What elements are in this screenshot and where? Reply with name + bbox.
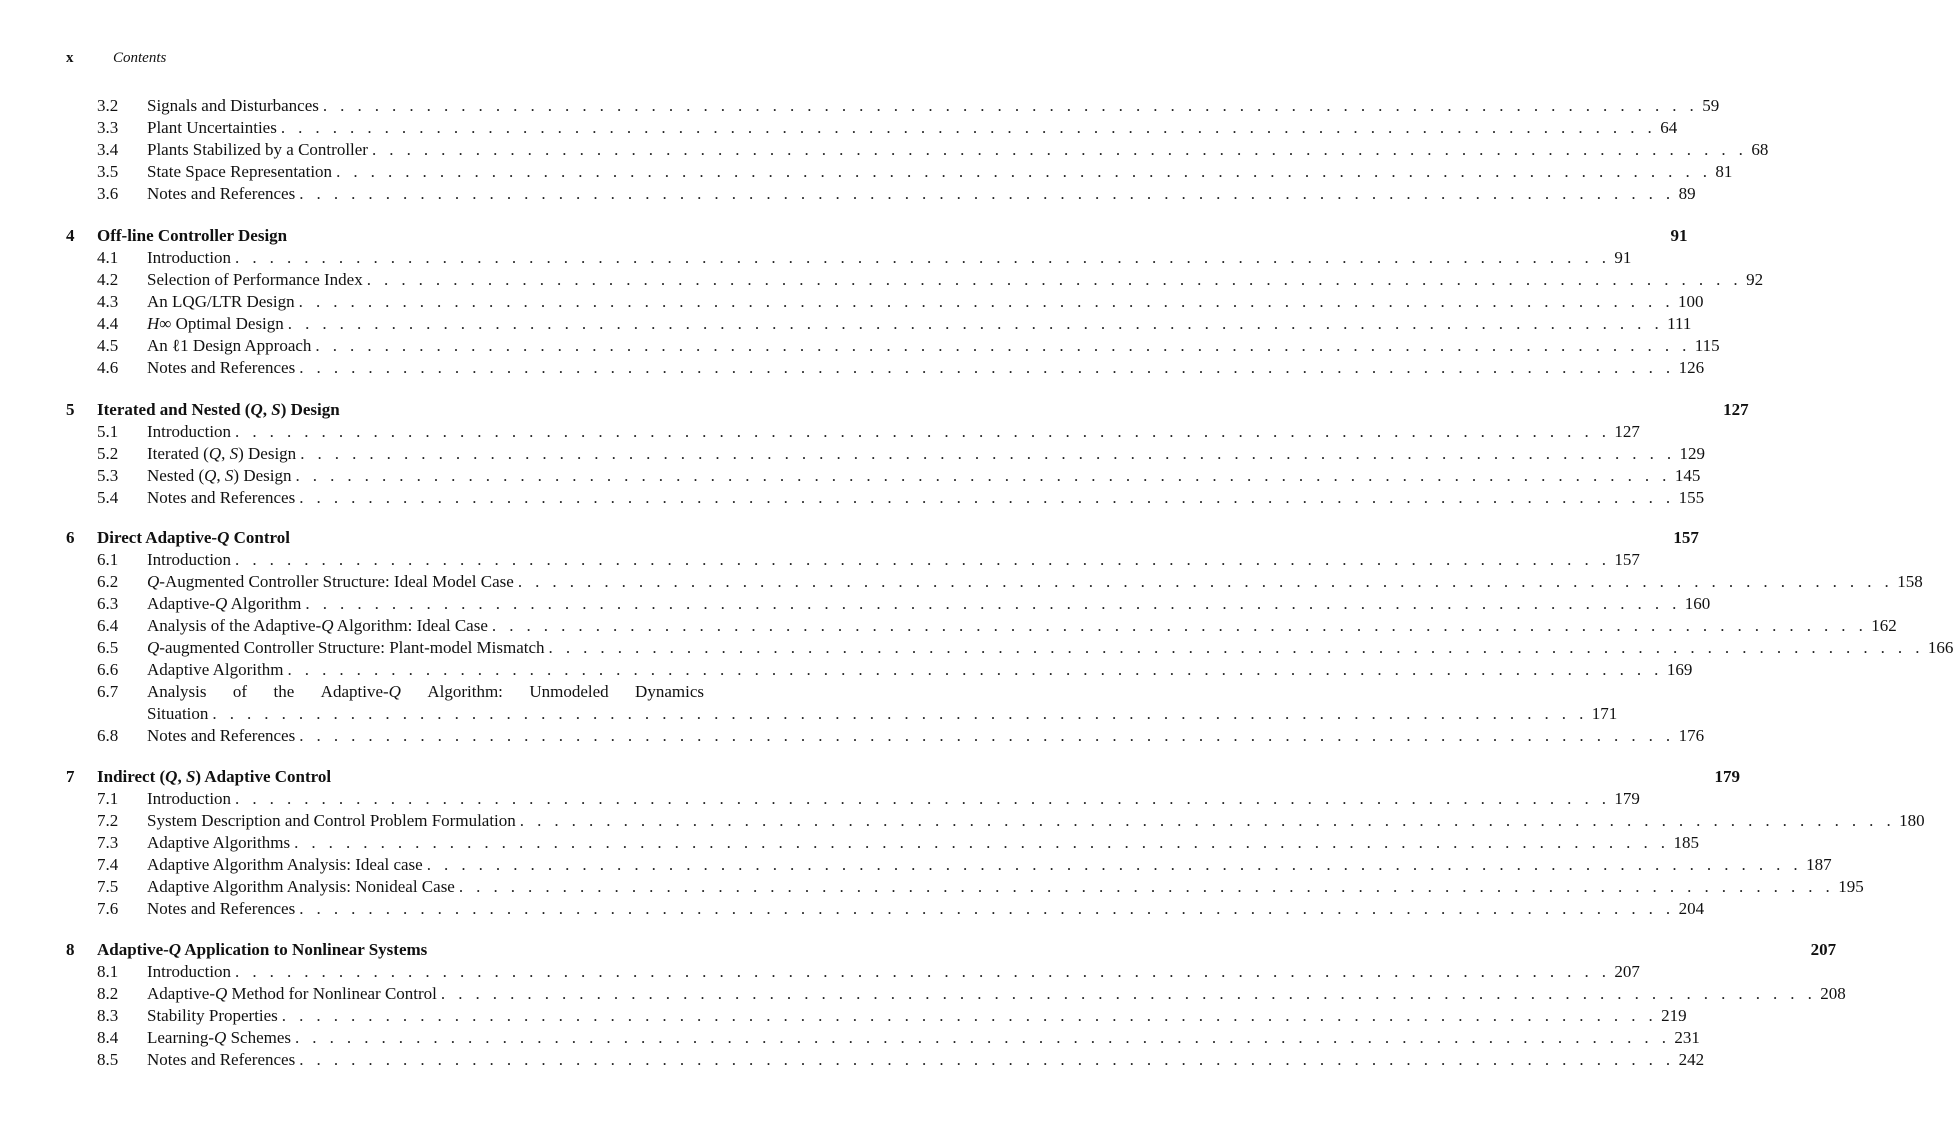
toc-section-row <box>0 161 1733 183</box>
page-ref: 157 <box>1614 550 1640 569</box>
section-title: Signals and Disturbances <box>147 96 319 115</box>
page-ref: 207 <box>1614 962 1640 981</box>
section-title: Plants Stabilized by a Controller <box>147 140 368 159</box>
section-number: 4.3 <box>97 292 119 311</box>
page-ref: 155 <box>1678 488 1705 507</box>
chapter-number: 5 <box>66 400 75 419</box>
section-number: 4.1 <box>97 248 119 267</box>
page-ref: 111 <box>1667 314 1692 333</box>
page-ref: 162 <box>1871 616 1897 635</box>
dot-leader: . . . . . . . . . . . . . . . . . . . . . . . . . . . . . . . . . . . . . . . . . . . . . . . . . . . . . . . . . . . . . . . . . . . . . . . . . . . . . . . . <box>235 789 1611 808</box>
section-number: 4.6 <box>97 358 119 377</box>
chapter-number: 7 <box>66 767 75 786</box>
toc-chapter-row <box>0 225 1688 247</box>
toc-section-row <box>0 898 1705 920</box>
toc-section-row <box>0 183 1696 205</box>
page-ref: 91 <box>1670 226 1688 245</box>
toc-section-row <box>0 681 816 703</box>
toc-chapter-row <box>0 399 1749 421</box>
section-title: Stability Properties <box>147 1006 278 1025</box>
section-title: Notes and References <box>147 726 296 745</box>
toc-section-row <box>0 593 1711 615</box>
page-ref: 171 <box>1591 704 1618 723</box>
section-number: 4.4 <box>97 314 119 333</box>
page-ref: 187 <box>1806 855 1832 874</box>
toc-section-row <box>0 961 1640 983</box>
page-ref: 115 <box>1694 336 1720 355</box>
toc-section-row <box>0 313 1692 335</box>
section-number: 5.1 <box>97 422 119 441</box>
toc-section-row <box>0 443 1706 465</box>
toc-section-row <box>0 357 1705 379</box>
dot-leader: . . . . . . . . . . . . . . . . . . . . . . . . . . . . . . . . . . . . . . . . . . . . . . . . . . . . . . . . . . . . . . . . . . . . . . . . . . . . . . . . <box>280 118 1657 137</box>
page-ref: 207 <box>1810 940 1837 959</box>
dot-leader: . . . . . . . . . . . . . . . . . . . . . . . . . . . . . . . . . . . . . . . . . . . . . . . . . . . . . . . . . . . . . . . . . . . . . . . . . . . . . . . . <box>298 292 1675 311</box>
page-ref: 179 <box>1614 789 1640 808</box>
section-number: 7.5 <box>97 877 119 896</box>
chapter-title: Direct Adaptive-Q Control <box>97 528 290 547</box>
chapter-title: Adaptive-Q Application to Nonlinear Systems <box>97 940 428 959</box>
section-number: 7.1 <box>97 789 119 808</box>
page-ref: 127 <box>1723 400 1749 419</box>
toc-section-row <box>0 571 1923 593</box>
page-ref: 68 <box>1751 140 1769 159</box>
section-number: 4.2 <box>97 270 119 289</box>
page-ref: 185 <box>1673 833 1699 852</box>
section-number: 7.6 <box>97 899 119 918</box>
dot-leader: . . . . . . . . . . . . . . . . . . . . . . . . . . . . . . . . . . . . . . . . . . . . . . . . . . . . . . . . . . . . . . . . . . . . . . . . . . . . . . . . <box>548 638 1924 657</box>
section-number: 6.5 <box>97 638 119 657</box>
section-title: Iterated (Q, S) Design <box>147 444 297 463</box>
page-ref: 166 <box>1927 638 1953 657</box>
toc-section-row <box>0 117 1678 139</box>
toc-section-row <box>0 465 1701 487</box>
section-number: 5.3 <box>97 466 119 485</box>
section-title: Introduction <box>147 550 232 569</box>
toc-section-row <box>0 1005 1687 1027</box>
toc-section-row <box>0 810 1925 832</box>
toc-section-row <box>0 1049 1705 1071</box>
page-number: x <box>66 50 74 66</box>
toc-section-row <box>0 421 1640 443</box>
section-title: Introduction <box>147 422 232 441</box>
dot-leader: . . . . . . . . . . . . . . . . . . . . . . . . . . . . . . . . . . . . . . . . . . . . . . . . . . . . . . . . . . . . . . . . . . . . . . . . . . . . . . . . <box>426 855 1803 874</box>
toc-section-row <box>0 615 1897 637</box>
dot-leader: . . . . . . . . . . . . . . . . . . . . . . . . . . . . . . . . . . . . . . . . . . . . . . . . . . . . . . . . . . . . . . . . . . . . . . . . . . . . . . . . <box>295 466 1671 485</box>
section-title: Situation <box>147 704 209 723</box>
chapter-number: 6 <box>66 528 75 547</box>
section-number: 3.4 <box>97 140 119 159</box>
section-number: 3.3 <box>97 118 119 137</box>
page-ref: 204 <box>1678 899 1705 918</box>
dot-leader: . . . . . . . . . . . . . . . . . . . . . . . . . . . . . . . . . . . . . . . . . . . . . . . . . . . . . . . . . . . . . . . . . . . . . . . . . . . . . . . . <box>440 984 1817 1003</box>
dot-leader: . . . . . . . . . . . . . . . . . . . . . . . . . . . . . . . . . . . . . . . . . . . . . . . . . . . . . . . . . . . . . . . . . . . . . . . . . . . . . . . . <box>295 1028 1671 1047</box>
toc-section-row <box>0 832 1699 854</box>
dot-leader: . . . . . . . . . . . . . . . . . . . . . . . . . . . . . . . . . . . . . . . . . . . . . . . . . . . . . . . . . . . . . . . . . . . . . . . . . . . . . . . . <box>315 336 1691 355</box>
section-title: Adaptive-Q Method for Nonlinear Control <box>147 984 437 1003</box>
section-number: 6.8 <box>97 726 119 745</box>
toc-chapter-row <box>0 527 1699 549</box>
toc-section-row <box>0 788 1640 810</box>
dot-leader: . . . . . . . . . . . . . . . . . . . . . . . . . . . . . . . . . . . . . . . . . . . . . . . . . . . . . . . . . . . . . . . . . . . . . . . . . . . . . . . . <box>235 248 1611 267</box>
page-ref: 100 <box>1678 292 1704 311</box>
section-number: 8.4 <box>97 1028 119 1047</box>
page-ref: 176 <box>1678 726 1705 745</box>
dot-leader: . . . . . . . . . . . . . . . . . . . . . . . . . . . . . . . . . . . . . . . . . . . . . . . . . . . . . . . . . . . . . . . . . . . . . . . . . . . . . . . . <box>299 899 1675 918</box>
chapter-number: 8 <box>66 940 75 959</box>
section-number: 7.2 <box>97 811 119 830</box>
section-number: 3.2 <box>97 96 119 115</box>
section-number: 6.7 <box>97 682 119 701</box>
section-title: Notes and References <box>147 358 296 377</box>
dot-leader: . . . . . . . . . . . . . . . . . . . . . . . . . . . . . . . . . . . . . . . . . . . . . . . . . . . . . . . . . . . . . . . . . . . . . . . . . . . . . . . . <box>491 616 1868 635</box>
page-ref: 126 <box>1678 358 1705 377</box>
page-ref: 91 <box>1614 248 1632 267</box>
dot-leader: . . . . . . . . . . . . . . . . . . . . . . . . . . . . . . . . . . . . . . . . . . . . . . . . . . . . . . . . . . . . . . . . . . . . . . . . . . . . . . . . <box>287 660 1663 679</box>
section-title: H∞ Optimal Design <box>147 314 284 333</box>
section-number: 5.4 <box>97 488 119 507</box>
dot-leader: . . . . . . . . . . . . . . . . . . . . . . . . . . . . . . . . . . . . . . . . . . . . . . . . . . . . . . . . . . . . . . . . . . . . . . . . . . . . . . . . <box>299 488 1675 507</box>
section-number: 5.2 <box>97 444 119 463</box>
section-title: An ℓ1 Design Approach <box>147 336 312 355</box>
section-title: Adaptive-Q Algorithm <box>147 594 302 613</box>
page-ref: 89 <box>1678 184 1696 203</box>
toc-section-row <box>0 1027 1700 1049</box>
dot-leader: . . . . . . . . . . . . . . . . . . . . . . . . . . . . . . . . . . . . . . . . . . . . . . . . . . . . . . . . . . . . . . . . . . . . . . . . . . . . . . . . <box>294 833 1670 852</box>
toc-section-row <box>0 637 1953 659</box>
section-number: 7.4 <box>97 855 119 874</box>
section-title: Q-Augmented Controller Structure: Ideal Model Case <box>147 572 514 591</box>
page-ref: 169 <box>1666 660 1693 679</box>
toc-section-row <box>0 659 1693 681</box>
dot-leader: . . . . . . . . . . . . . . . . . . . . . . . . . . . . . . . . . . . . . . . . . . . . . . . . . . . . . . . . . . . . . . . . . . . . . . . . . . . . . . . . <box>299 184 1675 203</box>
page-ref: 208 <box>1820 984 1846 1003</box>
section-number: 6.6 <box>97 660 119 679</box>
page-ref: 158 <box>1897 572 1923 591</box>
section-title: Nested (Q, S) Design <box>147 466 292 485</box>
page-ref: 179 <box>1714 767 1740 786</box>
section-title: Adaptive Algorithm Analysis: Nonideal Case <box>147 877 455 896</box>
section-number: 7.3 <box>97 833 119 852</box>
dot-leader: . . . . . . . . . . . . . . . . . . . . . . . . . . . . . . . . . . . . . . . . . . . . . . . . . . . . . . . . . . . . . . . . . . . . . . . . . . . . . . . . <box>366 270 1743 289</box>
chapter-number: 4 <box>66 226 75 245</box>
section-number: 6.4 <box>97 616 119 635</box>
toc-chapter-row <box>0 939 1837 961</box>
section-number: 8.2 <box>97 984 119 1003</box>
page-ref: 160 <box>1684 594 1711 613</box>
dot-leader: . . . . . . . . . . . . . . . . . . . . . . . . . . . . . . . . . . . . . . . . . . . . . . . . . . . . . . . . . . . . . . . . . . . . . . . . . . . . . . . . <box>299 358 1675 377</box>
section-title: System Description and Control Problem Formulation <box>147 811 516 830</box>
toc-section-row <box>0 983 1846 1005</box>
section-number: 6.3 <box>97 594 119 613</box>
page-ref: 129 <box>1679 444 1706 463</box>
page-ref: 59 <box>1702 96 1720 115</box>
section-number: 3.5 <box>97 162 119 181</box>
section-title: Introduction <box>147 962 232 981</box>
chapter-title: Indirect (Q, S) Adaptive Control <box>97 767 332 786</box>
page-ref: 180 <box>1899 811 1925 830</box>
section-title: Introduction <box>147 248 232 267</box>
section-title: Adaptive Algorithms <box>147 833 291 852</box>
dot-leader: . . . . . . . . . . . . . . . . . . . . . . . . . . . . . . . . . . . . . . . . . . . . . . . . . . . . . . . . . . . . . . . . . . . . . . . . . . . . . . . . <box>287 314 1664 333</box>
section-number: 6.1 <box>97 550 119 569</box>
dot-leader: . . . . . . . . . . . . . . . . . . . . . . . . . . . . . . . . . . . . . . . . . . . . . . . . . . . . . . . . . . . . . . . . . . . . . . . . . . . . . . . . <box>299 1050 1675 1069</box>
toc-section-row <box>0 291 1704 313</box>
dot-leader: . . . . . . . . . . . . . . . . . . . . . . . . . . . . . . . . . . . . . . . . . . . . . . . . . . . . . . . . . . . . . . . . . . . . . . . . . . . . . . . . <box>299 726 1675 745</box>
toc-section-row <box>0 854 1832 876</box>
toc-section-row <box>0 725 1705 747</box>
page-ref: 157 <box>1673 528 1699 547</box>
section-title: Adaptive Algorithm <box>147 660 284 679</box>
section-title: Selection of Performance Index <box>147 270 363 289</box>
section-number: 6.2 <box>97 572 119 591</box>
toc-section-row <box>0 139 1769 161</box>
section-title: Analysis of the Adaptive-Q Algorithm: Unmodeled Dynamics <box>147 682 704 701</box>
page-ref: 219 <box>1661 1006 1687 1025</box>
dot-leader: . . . . . . . . . . . . . . . . . . . . . . . . . . . . . . . . . . . . . . . . . . . . . . . . . . . . . . . . . . . . . . . . . . . . . . . . . . . . . . . . <box>517 572 1894 591</box>
section-number: 8.3 <box>97 1006 119 1025</box>
dot-leader: . . . . . . . . . . . . . . . . . . . . . . . . . . . . . . . . . . . . . . . . . . . . . . . . . . . . . . . . . . . . . . . . . . . . . . . . . . . . . . . . <box>235 962 1611 981</box>
section-title: Notes and References <box>147 488 296 507</box>
page-ref: 81 <box>1715 162 1733 181</box>
dot-leader: . . . . . . . . . . . . . . . . . . . . . . . . . . . . . . . . . . . . . . . . . . . . . . . . . . . . . . . . . . . . . . . . . . . . . . . . . . . . . . . . <box>305 594 1681 613</box>
section-title: Introduction <box>147 789 232 808</box>
section-title: Notes and References <box>147 899 296 918</box>
section-title: Learning-Q Schemes <box>147 1028 291 1047</box>
toc-section-row <box>0 487 1705 509</box>
page-ref: 242 <box>1678 1050 1705 1069</box>
page-ref: 127 <box>1614 422 1640 441</box>
section-title: Notes and References <box>147 1050 296 1069</box>
section-title: Adaptive Algorithm Analysis: Ideal case <box>147 855 423 874</box>
toc-section-row <box>0 703 1618 725</box>
toc-section-row <box>0 335 1720 357</box>
dot-leader: . . . . . . . . . . . . . . . . . . . . . . . . . . . . . . . . . . . . . . . . . . . . . . . . . . . . . . . . . . . . . . . . . . . . . . . . . . . . . . . . <box>322 96 1699 115</box>
dot-leader: . . . . . . . . . . . . . . . . . . . . . . . . . . . . . . . . . . . . . . . . . . . . . . . . . . . . . . . . . . . . . . . . . . . . . . . . . . . . . . . . <box>212 704 1588 723</box>
page-ref: 145 <box>1674 466 1701 485</box>
chapter-title: Off-line Controller Design <box>97 226 288 245</box>
toc-section-row <box>0 549 1640 571</box>
toc-section-row <box>0 269 1764 291</box>
section-title: Q-augmented Controller Structure: Plant-model Mismatch <box>147 638 545 657</box>
section-title: Plant Uncertainties <box>147 118 277 137</box>
toc-section-row <box>0 247 1632 269</box>
dot-leader: . . . . . . . . . . . . . . . . . . . . . . . . . . . . . . . . . . . . . . . . . . . . . . . . . . . . . . . . . . . . . . . . . . . . . . . . . . . . . . . . <box>281 1006 1658 1025</box>
section-title: Analysis of the Adaptive-Q Algorithm: Ideal Case <box>147 616 488 635</box>
section-title: An LQG/LTR Design <box>147 292 295 311</box>
section-number: 3.6 <box>97 184 119 203</box>
dot-leader: . . . . . . . . . . . . . . . . . . . . . . . . . . . . . . . . . . . . . . . . . . . . . . . . . . . . . . . . . . . . . . . . . . . . . . . . . . . . . . . . <box>336 162 1712 181</box>
dot-leader: . . . . . . . . . . . . . . . . . . . . . . . . . . . . . . . . . . . . . . . . . . . . . . . . . . . . . . . . . . . . . . . . . . . . . . . . . . . . . . . . <box>458 877 1835 896</box>
section-title: State Space Representation <box>147 162 333 181</box>
toc-chapter-row <box>0 766 1740 788</box>
toc-section-row <box>0 95 1720 117</box>
dot-leader: . . . . . . . . . . . . . . . . . . . . . . . . . . . . . . . . . . . . . . . . . . . . . . . . . . . . . . . . . . . . . . . . . . . . . . . . . . . . . . . . <box>300 444 1676 463</box>
section-number: 8.1 <box>97 962 119 981</box>
toc-section-row <box>0 876 1864 898</box>
section-number: 4.5 <box>97 336 119 355</box>
dot-leader: . . . . . . . . . . . . . . . . . . . . . . . . . . . . . . . . . . . . . . . . . . . . . . . . . . . . . . . . . . . . . . . . . . . . . . . . . . . . . . . . <box>519 811 1896 830</box>
dot-leader: . . . . . . . . . . . . . . . . . . . . . . . . . . . . . . . . . . . . . . . . . . . . . . . . . . . . . . . . . . . . . . . . . . . . . . . . . . . . . . . . <box>371 140 1748 159</box>
page-ref: 64 <box>1660 118 1678 137</box>
section-number: 8.5 <box>97 1050 119 1069</box>
page-ref: 231 <box>1674 1028 1700 1047</box>
section-title: Notes and References <box>147 184 296 203</box>
dot-leader: . . . . . . . . . . . . . . . . . . . . . . . . . . . . . . . . . . . . . . . . . . . . . . . . . . . . . . . . . . . . . . . . . . . . . . . . . . . . . . . . <box>235 422 1611 441</box>
dot-leader: . . . . . . . . . . . . . . . . . . . . . . . . . . . . . . . . . . . . . . . . . . . . . . . . . . . . . . . . . . . . . . . . . . . . . . . . . . . . . . . . <box>235 550 1611 569</box>
chapter-title: Iterated and Nested (Q, S) Design <box>97 400 340 419</box>
running-title: Contents <box>113 50 167 66</box>
page-ref: 195 <box>1838 877 1864 896</box>
page-ref: 92 <box>1746 270 1764 289</box>
